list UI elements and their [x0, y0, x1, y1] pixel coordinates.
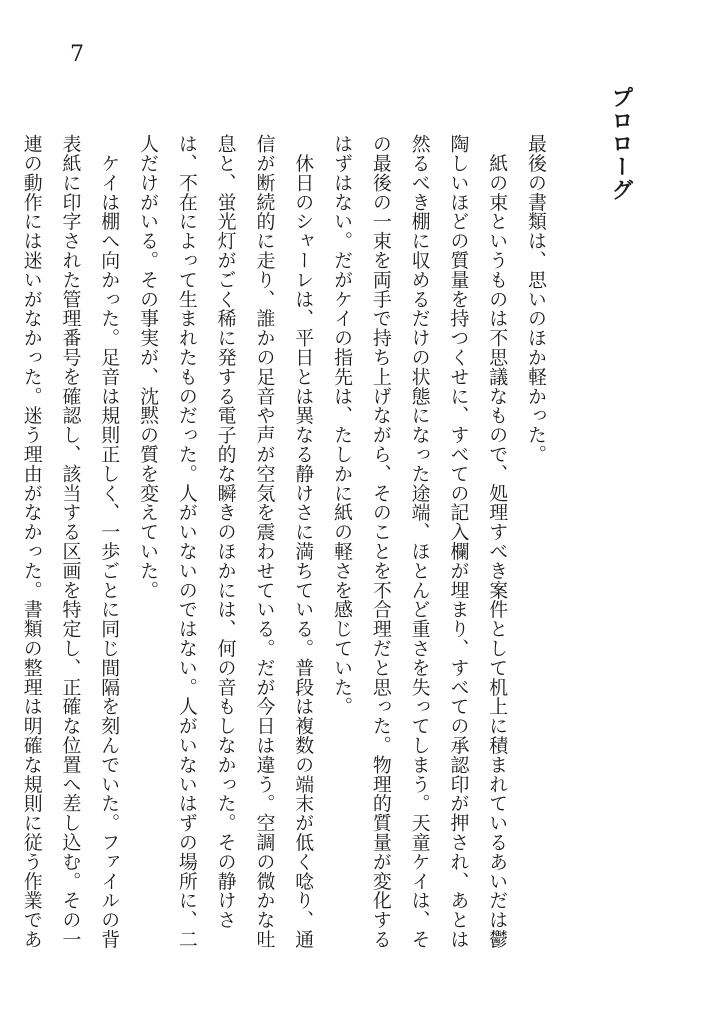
- paragraph: 休日のシャーレは、平日とは異なる静けさに満ちている。普段は複数の端末が低く唸り、通信が断続的に走り、誰かの足音や声が空気を震わせている。だが今日は違う。空調の微かな吐息と、蛍光灯がごく稀に発する電子的な瞬きのほかには、何の音もしなかった。その静けさは、不在によって生まれたものだった。人がいないのではない。人がいないはずの場所に、二人だけがいる。その事実が、沈黙の質を変えていた。: [137, 134, 315, 949]
- page-number: 7: [70, 42, 84, 67]
- chapter-title: プロローグ: [608, 86, 633, 202]
- paragraph: 紙の束というものは不思議なもので、処理すべき案件として机上に積まれているあいだは鬱陶しいほどの質量を持つくせに、すべての記入欄が埋まり、すべての承認印が押され、あとは然るべき棚に収めるだけの状態になった途端、ほとんど重さを失ってしまう。天童ケイは、その最後の一束を両手で持ち上げながら、そのことを不合理だと思った。物理的質量が変化するはずはない。だがケイの指先は、たしかに紙の軽さを感じていた。: [331, 134, 509, 949]
- paragraph: 最後の書類は、思いのほか軽かった。: [525, 134, 547, 464]
- paragraph: ケイは棚へ向かった。足音は規則正しく、一歩ごとに同じ間隔を刻んでいた。ファイルの背表紙に印字された管理番号を確認し、該当する区画を特定し、正確な位置へ差し込む。その一連の動作には迷いがなかった。迷う理由がなかった。書類の整理は明確な規則に従う作業であ: [20, 134, 121, 949]
- body-text: [20, 134, 555, 964]
